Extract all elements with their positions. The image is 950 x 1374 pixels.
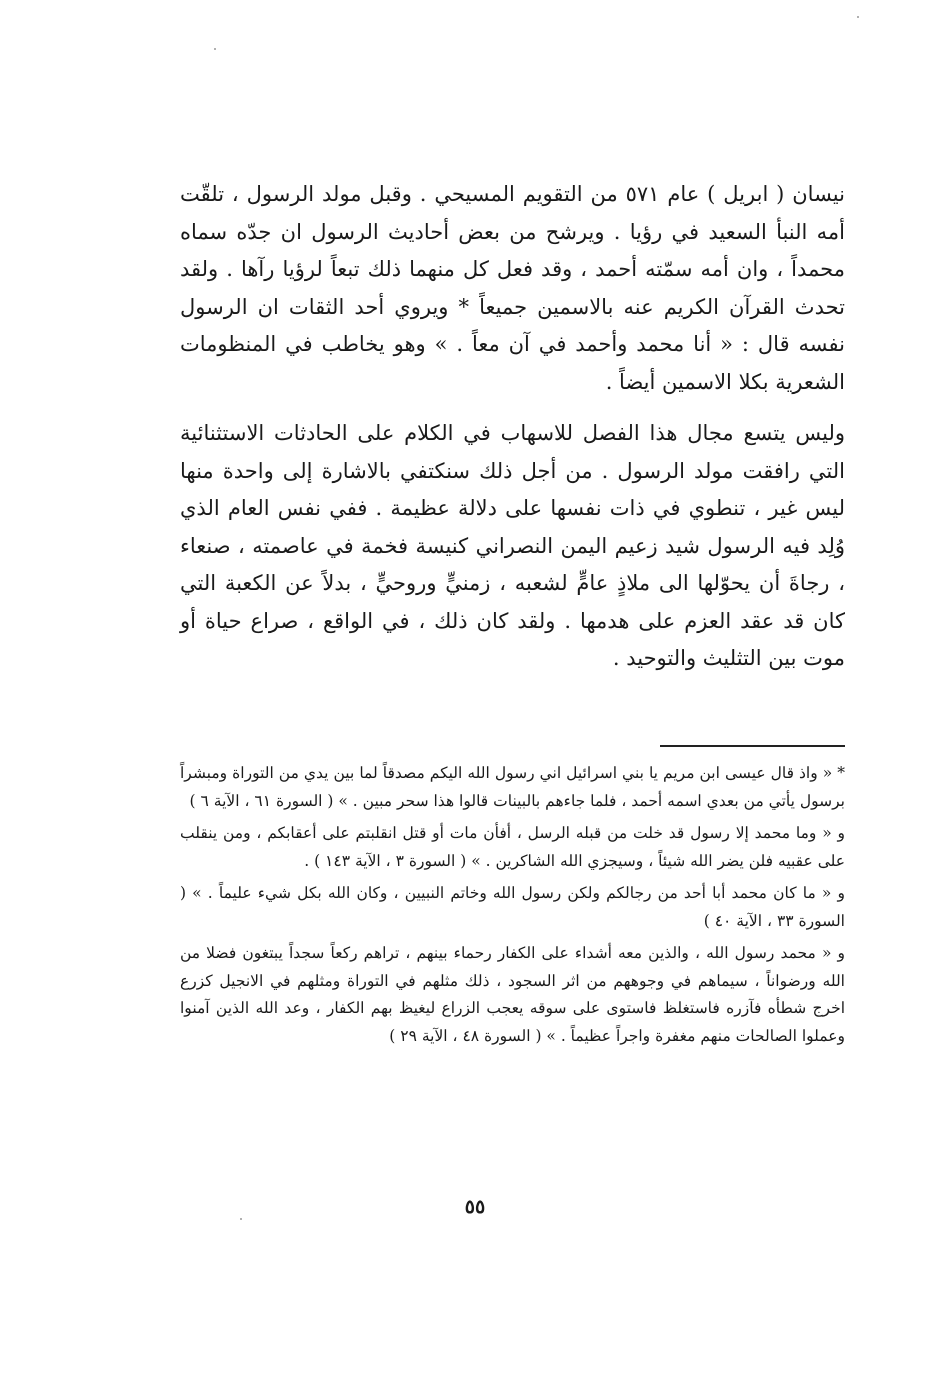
main-text <box>180 176 845 678</box>
page-number: ٥٥ <box>464 1196 486 1218</box>
scan-speck <box>240 1218 242 1220</box>
footnote: و « وما محمد إلا رسول قد خلت من قبله الرسل ، أفأن مات أو قتل انقلبتم على أعقابكم ، ومن ينقلب على عقبيه فلن يضر الله شيئاً ، وسيجزي الله الشاكرين . » ( السورة ٣ ، الآية ١٤٣ ) . <box>180 824 845 870</box>
footnotes <box>180 760 845 1055</box>
footnote-separator <box>660 745 845 747</box>
scan-speck <box>214 48 216 50</box>
footnote: و « محمد رسول الله ، والذين معه أشداء على الكفار رحماء بينهم ، تراهم ركعاً سجداً يبتغون فضلا من الله ورضواناً ، سيماهم في وجوههم من اثر السجود ، ذلك مثلهم في التوراة ومثلهم في الانجيل كزرع اخرج شطأه فآزره فاستغلظ فاستوى على سوقه يعجب الزراع ليغيظ بهم الكفار ، وعد الله الذين آمنوا وعملوا الصالحات منهم مغفرة واجراً عظيماً . » ( السورة ٤٨ ، الآية ٢٩ ) <box>180 944 845 1045</box>
scan-speck <box>857 16 859 18</box>
footnote: و « ما كان محمد أبا أحد من رجالكم ولكن رسول الله وخاتم النبيين ، وكان الله بكل شيء عليماً . » ( السورة ٣٣ ، الآية ٤٠ ) <box>180 884 845 930</box>
paragraph-1: نيسان ( ابريل ) عام ٥٧١ من التقويم المسيحي . وقبل مولد الرسول ، تلقّت أمه النبأ السعيد في رؤيا . ويرشح من بعض أحاديث الرسول ان جدّه سماه محمداً ، وان أمه سمّته أحمد ، وقد فعل كل منهما ذلك تبعاً لرؤيا رآها . ولقد تحدث القرآن الكريم عنه بالاسمين جميعاً * ويروي أحد الثقات ان الرسول نفسه قال : « أنا محمد وأحمد في آن معاً . » وهو يخاطب في المنظومات الشعرية بكلا الاسمين أيضاً . <box>180 182 845 394</box>
paragraph-2: وليس يتسع مجال هذا الفصل للاسهاب في الكلام على الحادثات الاستثنائية التي رافقت مولد الرسول . من أجل ذلك سنكتفي بالاشارة إلى واحدة منها ليس غير ، تنطوي في ذات نفسها على دلالة عظيمة . ففي نفس العام الذي وُلِد فيه الرسول شيد زعيم اليمن النصراني كنيسة فخمة في عاصمته ، صنعاء ، رجاةَ أن يحوّلها الى ملاذٍ عامٍّ لشعبه ، زمنيٍّ وروحيٍّ ، بدلاً عن الكعبة التي كان قد عقد العزم على هدمها . ولقد كان ذلك ، في الواقع ، صراع حياة أو موت بين التثليث والتوحيد . <box>180 421 845 670</box>
footnote: * « واذ قال عيسى ابن مريم يا بني اسرائيل اني رسول الله اليكم مصدقاً لما بين يدي من التوراة ومبشراً برسول يأتي من بعدي اسمه أحمد ، فلما جاءهم بالبينات قالوا هذا سحر مبين . » ( السورة ٦١ ، الآية ٦ ) <box>180 764 845 810</box>
